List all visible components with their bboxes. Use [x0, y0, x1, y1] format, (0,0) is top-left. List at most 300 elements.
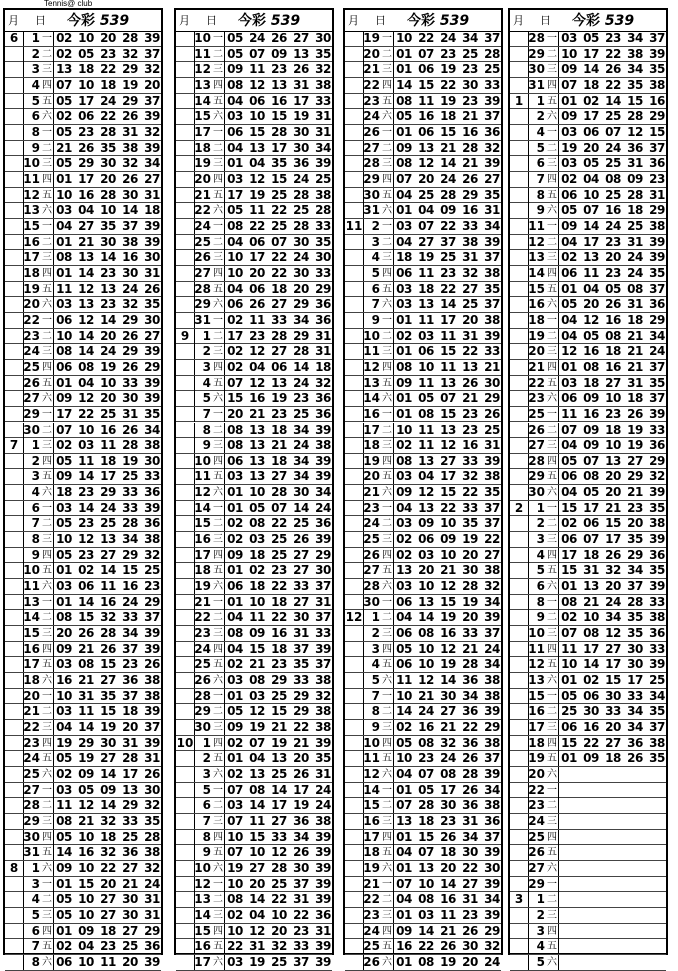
- weekday-cell: 三: [42, 628, 52, 640]
- number-cell: 19: [293, 109, 309, 124]
- month-cell: [345, 423, 364, 438]
- number-cell: 14: [78, 469, 94, 484]
- weekday-cell: 一: [382, 314, 392, 326]
- month-cell: [510, 47, 529, 62]
- number-cell: 02: [56, 46, 72, 61]
- weekday-cell: 四: [547, 831, 557, 843]
- month-cell: [510, 516, 529, 531]
- weekday-cell: 三: [42, 64, 52, 76]
- result-row: [510, 125, 666, 141]
- number-cell: 12: [249, 375, 265, 390]
- weekday-cell: 四: [213, 267, 223, 279]
- number-cell: 25: [484, 422, 500, 437]
- number-cell: 07: [227, 782, 243, 797]
- number-cell: 13: [78, 297, 94, 312]
- number-cell: 18: [583, 77, 599, 92]
- month-cell: [345, 62, 364, 77]
- result-row: [176, 250, 332, 266]
- result-row: [510, 329, 666, 345]
- number-cell: 02: [396, 532, 412, 547]
- number-cell: 39: [144, 500, 160, 515]
- header-game: 539: [99, 13, 130, 29]
- weekday-cell: 一: [382, 33, 392, 44]
- weekday-cell: 四: [547, 549, 557, 561]
- number-cell: 24: [605, 218, 621, 233]
- day-cell: 18: [528, 312, 545, 327]
- weekday-cell: 一: [382, 126, 392, 138]
- header-title-text: 今彩: [572, 13, 605, 29]
- month-cell: [5, 62, 24, 77]
- result-row: [345, 438, 501, 454]
- number-cell: 33: [315, 93, 331, 108]
- number-cell: 30: [440, 688, 456, 703]
- number-cell: 29: [122, 312, 138, 327]
- header-month: 月: [513, 14, 524, 27]
- number-cell: 04: [78, 939, 94, 954]
- result-row: [176, 783, 332, 799]
- result-row: [510, 94, 666, 110]
- result-row: [510, 376, 666, 392]
- month-cell: [176, 548, 195, 563]
- day-cell: 9: [371, 720, 380, 735]
- result-row: [5, 297, 161, 313]
- number-cell: 13: [418, 500, 434, 515]
- weekday-cell: 三: [382, 158, 392, 170]
- month-cell: [345, 313, 364, 328]
- number-cell: 06: [227, 124, 243, 139]
- month-cell: [345, 845, 364, 860]
- month-cell: [345, 798, 364, 813]
- number-cell: 09: [56, 391, 72, 406]
- weekday-cell: 五: [547, 283, 557, 295]
- number-cell: 30: [627, 641, 643, 656]
- number-cell: 10: [78, 954, 94, 969]
- number-cell: 10: [440, 516, 456, 531]
- number-cell: 33: [122, 610, 138, 625]
- number-cell: 27: [271, 469, 287, 484]
- day-cell: 19: [363, 31, 380, 45]
- number-cell: 10: [56, 187, 72, 202]
- number-cell: 06: [396, 265, 412, 280]
- number-cell: 13: [271, 751, 287, 766]
- number-cell: 09: [418, 516, 434, 531]
- weekday-cell: 五: [213, 95, 223, 107]
- day-cell: 9: [31, 547, 40, 562]
- number-cell: 05: [583, 485, 599, 500]
- result-row: [176, 282, 332, 298]
- number-cell: 02: [561, 516, 577, 531]
- result-row: [5, 642, 161, 658]
- weekday-cell: 五: [382, 471, 392, 483]
- result-row: [176, 924, 332, 940]
- month-cell: [176, 297, 195, 312]
- result-row: [5, 955, 161, 971]
- day-cell: 16: [194, 939, 211, 954]
- month-cell: [510, 109, 529, 124]
- result-row: [345, 892, 501, 908]
- number-cell: 14: [293, 500, 309, 515]
- month-cell: [176, 423, 195, 438]
- number-cell: 16: [249, 391, 265, 406]
- number-cell: 27: [462, 281, 478, 296]
- weekday-cell: 三: [42, 722, 52, 734]
- month-cell: [5, 329, 24, 344]
- number-cell: 09: [78, 923, 94, 938]
- number-cell: 39: [649, 234, 665, 249]
- month-cell: [345, 47, 364, 62]
- number-cell: 10: [227, 265, 243, 280]
- result-row: [510, 485, 666, 501]
- number-cell: 29: [293, 328, 309, 343]
- number-cell: 34: [627, 31, 643, 45]
- number-cell: 04: [396, 234, 412, 249]
- weekday-cell: 六: [213, 487, 223, 499]
- number-cell: 13: [583, 250, 599, 265]
- number-cell: 26: [462, 751, 478, 766]
- number-cell: 39: [484, 845, 500, 860]
- number-cell: 08: [396, 359, 412, 374]
- month-cell: [5, 845, 24, 860]
- number-cell: 13: [249, 453, 265, 468]
- weekday-cell: 三: [213, 64, 223, 76]
- number-cell: 27: [418, 234, 434, 249]
- weekday-cell: 四: [42, 737, 52, 749]
- number-cell: 34: [293, 312, 309, 327]
- number-cell: 11: [249, 203, 265, 218]
- weekday-cell: 二: [42, 142, 52, 154]
- weekday-cell: 一: [42, 502, 52, 514]
- month-cell: [176, 141, 195, 156]
- number-cell: 15: [249, 124, 265, 139]
- result-row: [510, 830, 666, 846]
- number-cell: 23: [293, 391, 309, 406]
- weekday-cell: 二: [213, 800, 223, 812]
- weekday-cell: 二: [382, 706, 392, 718]
- number-cell: 02: [561, 250, 577, 265]
- number-cell: 39: [649, 406, 665, 421]
- number-cell: 32: [144, 798, 160, 813]
- number-cell: 06: [418, 124, 434, 139]
- number-cell: 10: [100, 375, 116, 390]
- weekday-cell: 三: [382, 440, 392, 452]
- month-cell: 12: [345, 610, 363, 625]
- result-row: [176, 955, 332, 971]
- number-cell: 24: [315, 798, 331, 813]
- result-row: [345, 830, 501, 846]
- number-cell: 09: [561, 62, 577, 77]
- number-cell: 08: [78, 359, 94, 374]
- weekday-cell: 四: [213, 361, 223, 373]
- number-cell: 24: [293, 375, 309, 390]
- result-row: [5, 657, 161, 673]
- day-cell: 9: [31, 140, 40, 155]
- number-cell: 10: [440, 547, 456, 562]
- number-cell: 35: [271, 156, 287, 171]
- number-cell: 07: [271, 234, 287, 249]
- number-cell: 24: [484, 954, 500, 969]
- number-cell: 14: [100, 250, 116, 265]
- number-cell: 38: [122, 234, 138, 249]
- number-cell: 27: [293, 594, 309, 609]
- number-cell: 23: [249, 328, 265, 343]
- number-cell: 03: [418, 907, 434, 922]
- result-row: [510, 172, 666, 188]
- result-row: [510, 423, 666, 439]
- month-cell: [345, 94, 364, 109]
- number-cell: 34: [484, 782, 500, 797]
- number-cell: 01: [396, 406, 412, 421]
- day-cell: 4: [31, 892, 40, 907]
- result-row: [345, 548, 501, 564]
- number-cell: 10: [396, 751, 412, 766]
- number-cell: 31: [627, 375, 643, 390]
- number-cell: 12: [78, 391, 94, 406]
- number-cell: 12: [418, 485, 434, 500]
- number-cell: 06: [418, 532, 434, 547]
- result-row: [5, 767, 161, 783]
- month-cell: [176, 892, 195, 907]
- number-cell: 07: [56, 422, 72, 437]
- number-cell: 22: [462, 860, 478, 875]
- number-cell: 15: [78, 876, 94, 891]
- weekday-cell: 二: [382, 612, 392, 624]
- month-cell: [5, 266, 24, 281]
- number-cell: 25: [418, 187, 434, 202]
- result-row: [345, 814, 501, 830]
- number-cell: 38: [144, 688, 160, 703]
- weekday-cell: 六: [547, 299, 557, 311]
- month-cell: [345, 657, 364, 672]
- number-cell: 26: [144, 657, 160, 672]
- number-cell: 27: [293, 563, 309, 578]
- number-cell: 25: [122, 469, 138, 484]
- number-cell: 36: [649, 626, 665, 641]
- number-cell: 02: [227, 767, 243, 782]
- number-cell: 03: [227, 469, 243, 484]
- result-row: [345, 329, 501, 345]
- number-cell: 36: [462, 798, 478, 813]
- number-cell: 39: [144, 140, 160, 155]
- day-cell: 2: [31, 46, 40, 61]
- weekday-cell: 五: [42, 659, 52, 671]
- number-cell: 39: [484, 328, 500, 343]
- number-cell: 36: [462, 735, 478, 750]
- number-cell: 16: [122, 579, 138, 594]
- result-row: [5, 501, 161, 517]
- month-cell: [345, 438, 364, 453]
- number-cell: 11: [396, 673, 412, 688]
- number-cell: 09: [396, 140, 412, 155]
- number-cell: 18: [271, 453, 287, 468]
- number-cell: 08: [605, 328, 621, 343]
- month-cell: [5, 313, 24, 328]
- result-row: [176, 548, 332, 564]
- number-cell: 11: [56, 281, 72, 296]
- number-cell: 34: [144, 156, 160, 171]
- day-cell: 23: [23, 328, 40, 343]
- month-cell: [510, 673, 529, 688]
- day-cell: 21: [528, 359, 545, 374]
- month-cell: [176, 250, 195, 265]
- number-cell: 18: [440, 845, 456, 860]
- month-cell: [510, 297, 529, 312]
- result-row: [510, 877, 666, 893]
- weekday-cell: 六: [213, 675, 223, 687]
- weekday-cell: 六: [42, 299, 52, 311]
- month-cell: [345, 689, 364, 704]
- number-cell: 02: [56, 109, 72, 124]
- number-cell: 37: [122, 218, 138, 233]
- number-cell: 27: [122, 923, 138, 938]
- day-cell: 24: [363, 516, 380, 531]
- number-cell: 36: [315, 297, 331, 312]
- result-row: [5, 845, 161, 861]
- result-row: [176, 563, 332, 579]
- number-cell: 29: [293, 688, 309, 703]
- month-cell: [510, 720, 529, 735]
- result-row: [345, 657, 501, 673]
- result-row: [345, 344, 501, 360]
- month-cell: [510, 704, 529, 719]
- number-cell: 15: [100, 657, 116, 672]
- number-cell: 35: [100, 688, 116, 703]
- number-cell: 10: [100, 203, 116, 218]
- number-cell: 08: [583, 469, 599, 484]
- number-cell: 04: [249, 907, 265, 922]
- day-cell: 2: [202, 751, 211, 766]
- number-cell: 38: [649, 735, 665, 750]
- number-cell: 25: [271, 532, 287, 547]
- number-cell: 06: [249, 281, 265, 296]
- number-cell: 04: [396, 187, 412, 202]
- number-cell: 22: [440, 500, 456, 515]
- number-cell: 38: [315, 720, 331, 735]
- number-cell: 13: [418, 453, 434, 468]
- number-cell: 17: [78, 171, 94, 186]
- number-cell: 06: [583, 688, 599, 703]
- number-cell: 30: [315, 563, 331, 578]
- number-cell: 02: [56, 31, 72, 45]
- weekday-cell: 二: [382, 424, 392, 436]
- weekday-cell: 三: [547, 252, 557, 264]
- number-cell: 35: [649, 265, 665, 280]
- number-cell: 37: [484, 751, 500, 766]
- number-cell: 08: [396, 156, 412, 171]
- number-cell: 33: [605, 704, 621, 719]
- number-cell: 33: [462, 218, 478, 233]
- number-cell: 09: [561, 109, 577, 124]
- result-row: [176, 109, 332, 125]
- number-cell: 17: [56, 406, 72, 421]
- weekday-cell: 一: [42, 314, 52, 326]
- number-cell: 36: [649, 438, 665, 453]
- result-row: [345, 454, 501, 470]
- number-cell: 19: [122, 77, 138, 92]
- number-cell: 06: [56, 359, 72, 374]
- number-cell: 14: [418, 610, 434, 625]
- weekday-cell: 四: [42, 267, 52, 279]
- number-cell: 30: [144, 782, 160, 797]
- day-cell: 14: [194, 93, 211, 108]
- number-cell: 34: [627, 704, 643, 719]
- month-cell: [5, 767, 24, 782]
- weekday-cell: 二: [547, 48, 557, 60]
- number-cell: 16: [78, 845, 94, 860]
- number-cell: 01: [396, 391, 412, 406]
- number-cell: 21: [462, 156, 478, 171]
- weekday-cell: 六: [547, 956, 557, 968]
- number-cell: 16: [605, 312, 621, 327]
- number-cell: 33: [293, 673, 309, 688]
- number-cell: 36: [649, 156, 665, 171]
- result-row: [176, 391, 332, 407]
- number-cell: 01: [396, 203, 412, 218]
- weekday-cell: 六: [382, 862, 392, 874]
- day-cell: 23: [363, 93, 380, 108]
- number-cell: 06: [561, 265, 577, 280]
- number-cell: 02: [396, 720, 412, 735]
- month-cell: [5, 908, 24, 923]
- number-cell: 15: [605, 516, 621, 531]
- weekday-cell: 一: [213, 220, 223, 232]
- weekday-cell: 六: [42, 393, 52, 405]
- number-cell: 10: [227, 829, 243, 844]
- number-cell: 33: [649, 594, 665, 609]
- weekday-cell: 四: [213, 173, 223, 185]
- number-cell: 29: [271, 673, 287, 688]
- weekday-cell: 三: [42, 346, 52, 358]
- month-cell: [510, 814, 529, 829]
- result-row: [510, 657, 666, 673]
- result-row: [345, 156, 501, 172]
- number-cell: 04: [583, 171, 599, 186]
- weekday-cell: 五: [42, 283, 52, 295]
- number-cell: 32: [605, 563, 621, 578]
- number-cell: 12: [627, 124, 643, 139]
- day-cell: 26: [363, 547, 380, 562]
- number-cell: 08: [396, 93, 412, 108]
- weekday-cell: 五: [213, 189, 223, 201]
- month-cell: [510, 783, 529, 798]
- day-cell: 10: [363, 735, 380, 750]
- number-cell: 28: [462, 140, 478, 155]
- number-cell: 20: [100, 328, 116, 343]
- number-cell: 34: [315, 140, 331, 155]
- number-cell: 34: [144, 422, 160, 437]
- result-row: [5, 626, 161, 642]
- number-cell: 15: [271, 171, 287, 186]
- day-cell: 2: [371, 218, 380, 233]
- number-cell: 32: [315, 688, 331, 703]
- result-row: [345, 736, 501, 752]
- day-cell: 26: [194, 673, 211, 688]
- day-cell: 18: [528, 735, 545, 750]
- number-cell: 08: [56, 344, 72, 359]
- result-row: [5, 798, 161, 814]
- result-row: [176, 736, 332, 752]
- number-cell: 10: [78, 31, 94, 45]
- result-row: [5, 532, 161, 548]
- result-row: [5, 250, 161, 266]
- month-cell: [510, 548, 529, 563]
- day-cell: 6: [31, 500, 40, 515]
- result-row: [176, 266, 332, 282]
- weekday-cell: 三: [213, 628, 223, 640]
- number-cell: 25: [271, 767, 287, 782]
- result-row: [5, 689, 161, 705]
- number-cell: 03: [227, 171, 243, 186]
- month-cell: [345, 595, 364, 610]
